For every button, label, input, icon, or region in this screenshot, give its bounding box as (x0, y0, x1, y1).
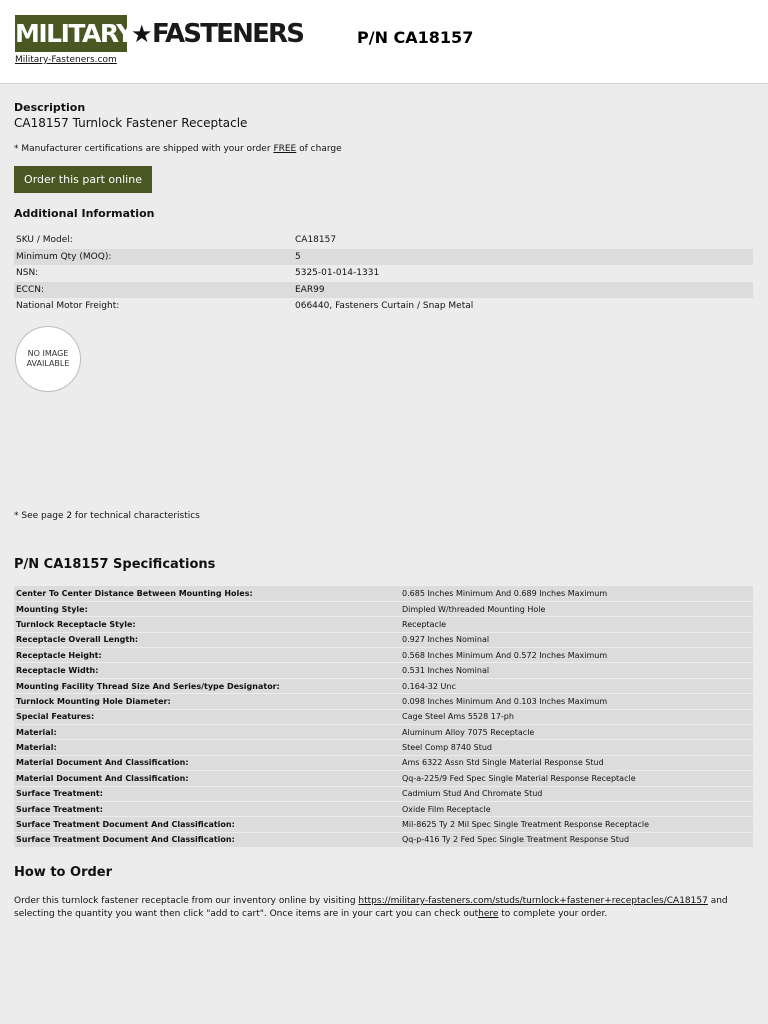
table-row (14, 678, 753, 693)
logo-military-badge[interactable]: MILITARY (15, 15, 127, 52)
info-value: 5325-01-014-1331 (295, 268, 380, 279)
spec-key: Center To Center Distance Between Mounting Holes: (14, 586, 400, 601)
additional-info-heading: Additional Information (14, 207, 155, 220)
table-row (14, 755, 753, 770)
table-row (14, 586, 753, 601)
table-row (14, 801, 753, 816)
spec-value: Qq-p-416 Ty 2 Fed Spec Single Treatment Response Stud (400, 832, 753, 847)
table-row (14, 725, 753, 740)
spec-key: Turnlock Receptacle Style: (14, 617, 400, 632)
spec-value: Steel Comp 8740 Stud (400, 740, 753, 755)
specifications-heading: P/N CA18157 Specifications (14, 557, 216, 572)
info-value: EAR99 (293, 282, 753, 299)
how-to-order-text (14, 895, 754, 921)
spec-value: Dimpled W/threaded Mounting Hole (400, 601, 753, 616)
table-row (14, 817, 753, 832)
table-row (14, 663, 753, 678)
spec-key: Surface Treatment: (14, 801, 400, 816)
spec-key: Receptacle Width: (14, 663, 400, 678)
spec-key: Receptacle Height: (14, 648, 400, 663)
description-heading: Description (14, 101, 86, 114)
checkout-here-link[interactable]: here (478, 909, 499, 919)
table-row (14, 632, 753, 647)
cert-free-link[interactable]: FREE (273, 144, 297, 154)
spec-key: Material: (14, 725, 400, 740)
table-row (14, 249, 753, 266)
cert-note-suffix: of charge (299, 144, 342, 154)
info-value: 5 (293, 249, 753, 266)
page2-note: * See page 2 for technical characteristics (14, 511, 200, 521)
spec-key: Mounting Style: (14, 601, 400, 616)
table-row (14, 740, 753, 755)
table-row (14, 265, 753, 282)
logo-fasteners-text[interactable]: FASTENERS (152, 19, 304, 49)
specifications-table (14, 586, 753, 848)
page-header (0, 0, 768, 84)
table-row (14, 282, 753, 299)
how-text-prefix: Order this turnlock fastener receptacle from our inventory online by visiting (14, 896, 356, 906)
order-part-button[interactable]: Order this part online (14, 166, 152, 193)
spec-value: Oxide Film Receptacle (400, 801, 753, 816)
spec-value: 0.685 Inches Minimum And 0.689 Inches Maximum (400, 586, 753, 601)
no-image-line2: AVAILABLE (26, 359, 70, 368)
spec-value: 0.568 Inches Minimum And 0.572 Inches Maximum (400, 648, 753, 663)
product-url-link[interactable]: https://military-fasteners.com/studs/turnlock+fastener+receptacles/CA18157 (358, 896, 708, 906)
header-part-number: P/N CA18157 (357, 28, 474, 47)
table-row (14, 694, 753, 709)
spec-value: Aluminum Alloy 7075 Receptacle (400, 725, 753, 740)
spec-value: Qq-a-225/9 Fed Spec Single Material Response Receptacle (400, 771, 753, 786)
how-to-order-heading: How to Order (14, 865, 113, 880)
spec-key: Surface Treatment: (14, 786, 400, 801)
certification-note (14, 144, 342, 154)
no-image-line1: NO IMAGE (27, 349, 69, 358)
spec-key: Material: (14, 740, 400, 755)
table-row (14, 601, 753, 616)
how-text-suffix: to complete your order. (501, 909, 608, 919)
spec-value: 0.164-32 Unc (400, 678, 753, 693)
spec-value: 0.531 Inches Nominal (400, 663, 753, 678)
spec-value: Receptacle (400, 617, 753, 632)
description-text: CA18157 Turnlock Fastener Receptacle (14, 116, 248, 130)
logo-domain-link[interactable]: Military-Fasteners.com (15, 55, 117, 65)
table-row (14, 709, 753, 724)
table-row (14, 648, 753, 663)
spec-key: Receptacle Overall Length: (14, 632, 400, 647)
spec-key: Surface Treatment Document And Classification: (14, 832, 400, 847)
logo-star-icon: ★ (131, 20, 153, 48)
info-key: Minimum Qty (MOQ): (14, 249, 293, 266)
spec-key: Turnlock Mounting Hole Diameter: (14, 694, 400, 709)
table-row (14, 771, 753, 786)
spec-value: Mil-8625 Ty 2 Mil Spec Single Treatment Response Receptacle (400, 817, 753, 832)
cert-note-prefix: * Manufacturer certifications are shipped with your order (14, 144, 271, 154)
spec-value: Ams 6322 Assn Std Single Material Response Stud (400, 755, 753, 770)
table-row (14, 617, 753, 632)
spec-key: Special Features: (14, 709, 400, 724)
spec-key: Material Document And Classification: (14, 755, 400, 770)
info-key: National Motor Freight: (16, 301, 120, 312)
info-value: 066440, Fasteners Curtain / Snap Metal (295, 301, 474, 312)
spec-value: 0.927 Inches Nominal (400, 632, 753, 647)
spec-value: 0.098 Inches Minimum And 0.103 Inches Maximum (400, 694, 753, 709)
spec-key: Surface Treatment Document And Classification: (14, 817, 400, 832)
info-key: SKU / Model: (16, 235, 73, 246)
table-row (14, 786, 753, 801)
no-image-placeholder (15, 326, 81, 392)
spec-key: Material Document And Classification: (14, 771, 400, 786)
spec-value: Cage Steel Ams 5528 17-ph (400, 709, 753, 724)
table-row (14, 232, 753, 249)
info-key: NSN: (16, 268, 39, 279)
info-value: CA18157 (295, 235, 337, 246)
table-row (14, 298, 753, 315)
additional-info-table (14, 232, 753, 315)
info-key: ECCN: (14, 282, 293, 299)
table-row (14, 832, 753, 847)
spec-key: Mounting Facility Thread Size And Series/type Designator: (14, 678, 400, 693)
how-text-middle: and selecting the quantity you want then click "add to cart". Once items are in your cart you can check out (14, 896, 728, 919)
spec-value: Cadmium Stud And Chromate Stud (400, 786, 753, 801)
